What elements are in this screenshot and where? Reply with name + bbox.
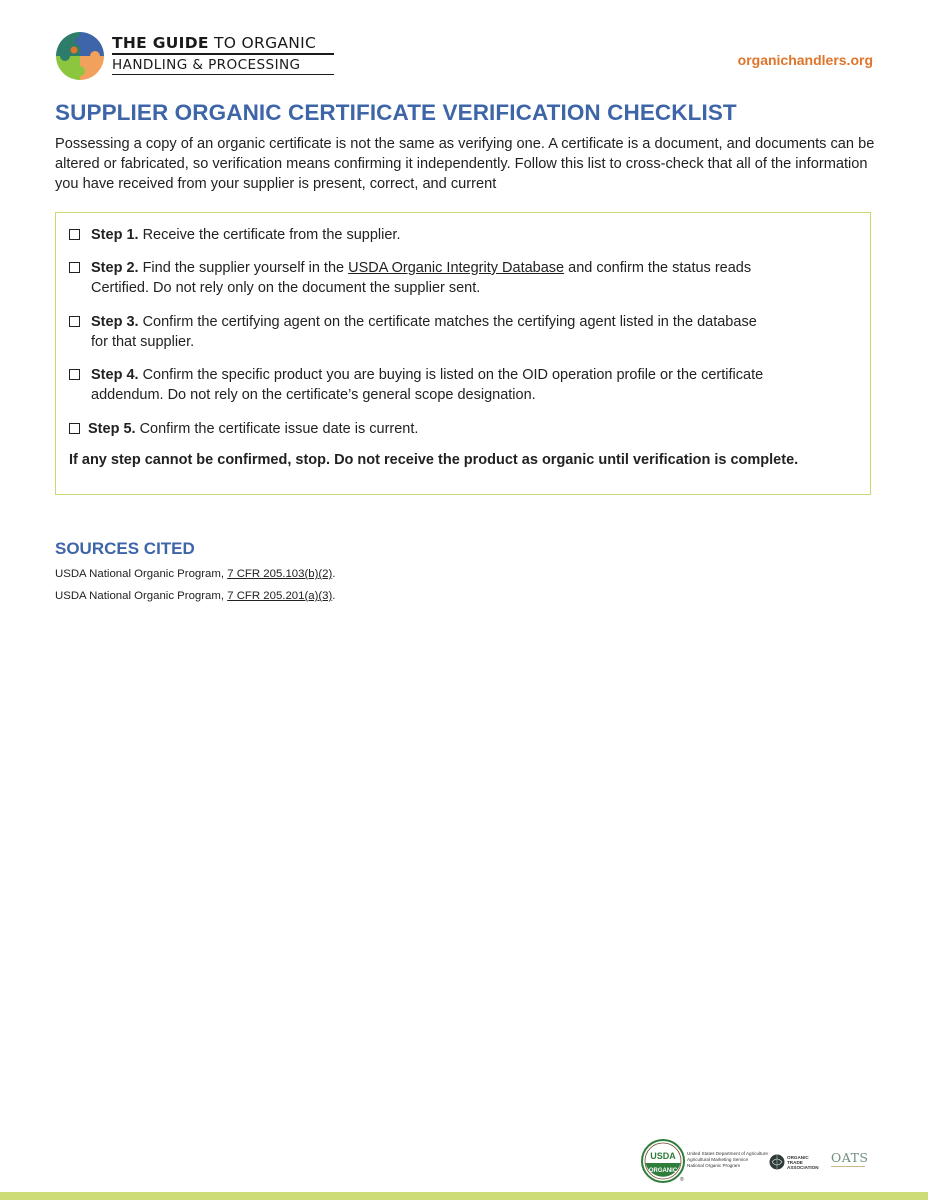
step-text: Confirm the certifying agent on the certificate matches the certifying agent listed in the database: [142, 314, 757, 330]
ota-line-1: ORGANIC: [787, 1155, 809, 1160]
step-text: Confirm the specific product you are buying is listed on the OID operation profile or the certificate: [142, 367, 764, 383]
sources-title: SOURCES CITED: [55, 539, 195, 558]
cfr-link[interactable]: 7 CFR 205.201(a)(3): [227, 590, 333, 602]
source-item-1: [55, 568, 335, 580]
footer-bar: [0, 1192, 928, 1200]
usda-agency-text: [687, 1151, 768, 1169]
checkbox-icon[interactable]: [69, 316, 80, 327]
step-text-line-2: Certified. Do not rely only on the document the supplier sent.: [91, 280, 481, 296]
checkbox-icon[interactable]: [69, 229, 80, 240]
step-label: Step 3.: [91, 314, 139, 330]
ota-wordmark: [787, 1155, 819, 1170]
source-item-2: [55, 590, 335, 602]
step-text-line-2: addendum. Do not rely on the certificate’s general scope designation.: [91, 387, 536, 403]
step-text-continued: and confirm the status reads: [568, 260, 752, 276]
step-label: Step 5.: [88, 421, 136, 437]
logo-rule-bottom: [112, 74, 334, 76]
usda-seal-top-text: USDA: [650, 1151, 676, 1161]
usda-seal-bottom-text: ORGANIC: [648, 1168, 678, 1174]
step-text: Confirm the certificate issue date is current.: [139, 421, 419, 437]
intro-paragraph: Possessing a copy of an organic certificate is not the same as verifying one. A certificate is a document, and documents can be altered or fabricated, so verification means confirming it independently. Follow this list to cross-check that all of the information you have received from your supplier is present, correct, and current: [55, 136, 875, 192]
checklist-step-1[interactable]: [69, 225, 849, 245]
source-prefix: USDA National Organic Program,: [55, 568, 225, 580]
logo-wordmark: [112, 34, 334, 75]
puzzle-logo-icon: [55, 31, 105, 81]
step-label: Step 2.: [91, 260, 139, 276]
step-label: Step 1.: [91, 227, 139, 243]
checkbox-icon[interactable]: [69, 423, 80, 434]
ota-globe-icon: [769, 1154, 785, 1170]
step-text-line-2: for that supplier.: [91, 334, 195, 350]
ota-line-3: ASSOCIATION: [787, 1165, 819, 1170]
cfr-link[interactable]: 7 CFR 205.103(b)(2): [227, 568, 333, 580]
usda-line-2: Agricultural Marketing Service: [687, 1157, 749, 1162]
logo-rest-text: TO ORGANIC: [214, 34, 317, 52]
registered-mark: ®: [680, 1177, 684, 1183]
usda-line-1: United States Department of Agriculture: [687, 1151, 768, 1156]
ota-line-2: TRADE: [787, 1160, 803, 1165]
verification-checklist: [55, 212, 871, 495]
source-suffix: .: [332, 568, 336, 580]
source-suffix: .: [332, 590, 336, 602]
oid-database-link[interactable]: USDA Organic Integrity Database: [348, 260, 565, 276]
step-text: Find the supplier yourself in the: [142, 260, 345, 276]
usda-organic-seal-icon: [641, 1139, 685, 1183]
oats-logo: OATS: [831, 1150, 869, 1165]
logo-line-2: HANDLING & PROCESSING: [112, 56, 301, 73]
logo-rule: [112, 53, 334, 55]
page-title: SUPPLIER ORGANIC CERTIFICATE VERIFICATION CHECKLIST: [55, 100, 737, 125]
checklist-step-5[interactable]: [69, 419, 849, 439]
checklist-step-2[interactable]: [69, 258, 849, 298]
checkbox-icon[interactable]: [69, 369, 80, 380]
checklist-step-3[interactable]: [69, 312, 849, 352]
checkbox-icon[interactable]: [69, 262, 80, 273]
step-text: Receive the certificate from the supplier.: [142, 227, 401, 243]
oats-rule: [831, 1166, 865, 1167]
stop-note: If any step cannot be confirmed, stop. Do not receive the product as organic until verification is complete.: [69, 452, 799, 468]
logo-line-1: [112, 34, 334, 52]
checklist-step-4[interactable]: [69, 365, 849, 405]
usda-line-3: National Organic Program: [687, 1163, 741, 1168]
step-label: Step 4.: [91, 367, 139, 383]
page-header: [55, 31, 873, 83]
site-link[interactable]: organichandlers.org: [737, 52, 873, 68]
logo-bold-text: THE GUIDE: [112, 34, 209, 52]
source-prefix: USDA National Organic Program,: [55, 590, 225, 602]
